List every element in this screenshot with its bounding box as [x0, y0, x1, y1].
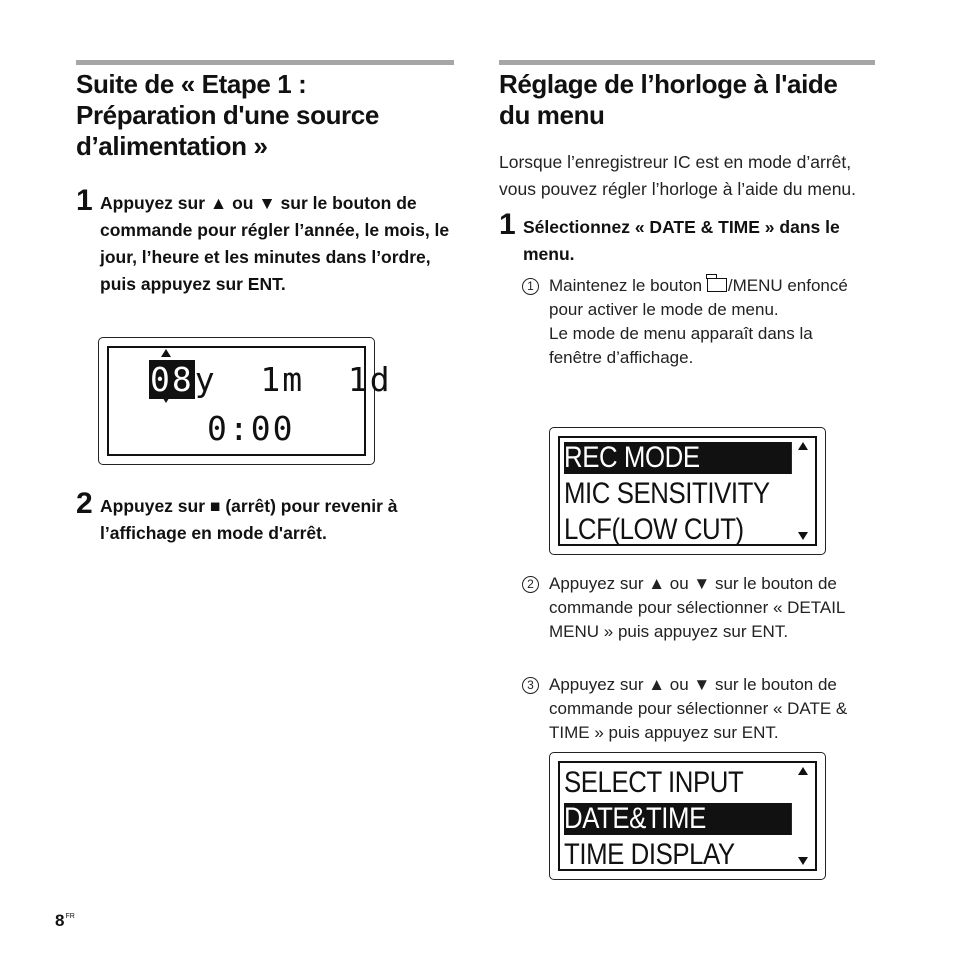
- substep-3: 3 Appuyez sur ▲ ou ▼ sur le bouton de commande pour sélectionner « DATE & TIME » puis appuyez sur ENT.: [499, 673, 875, 745]
- scroll-up-icon: [798, 442, 808, 450]
- left-column: [76, 60, 454, 298]
- left-step-2: [76, 487, 454, 547]
- up-arrow-icon: ▲: [209, 193, 228, 213]
- menu-display-1: [549, 427, 826, 555]
- clock-display: [98, 337, 392, 465]
- step-number: 2: [76, 487, 93, 520]
- time-readout: 0:00: [207, 409, 295, 448]
- intro-text: Lorsque l’enregistreur IC est en mode d’arrêt, vous pouvez régler l’horloge à l’aide du menu.: [499, 152, 857, 199]
- scroll-up-icon: [798, 767, 808, 775]
- year-field: 08: [150, 360, 194, 399]
- section-rule: [76, 60, 454, 65]
- circled-number: 1: [522, 278, 539, 295]
- menu-display-2: [549, 752, 826, 880]
- stop-icon: ■: [209, 496, 221, 516]
- menu-item: SELECT INPUT: [564, 766, 744, 799]
- menu-item: LCF(LOW CUT): [564, 513, 744, 546]
- left-step-1: [76, 184, 454, 298]
- page-number: $8^{FR}$: [55, 911, 75, 930]
- section-title-right: Réglage de l’horloge à l'aide du menu: [499, 69, 838, 130]
- section-title-left: Suite de « Etape 1 : Préparation d'une source d’alimentation »: [76, 69, 379, 161]
- circled-number: 2: [522, 576, 539, 593]
- date-readout: 08y 1m 1d: [150, 360, 392, 399]
- folder-icon: [707, 278, 727, 292]
- menu-item: MIC SENSITIVITY: [564, 477, 770, 510]
- up-arrow-icon: [161, 349, 171, 357]
- substep-2: 2 Appuyez sur ▲ ou ▼ sur le bouton de commande pour sélectionner « DETAIL MENU » puis appuyez sur ENT.: [499, 572, 875, 644]
- step-instruction: Appuyez sur ▲ ou ▼ sur le bouton de commande pour régler l’année, le mois, le jour, l’heure et les minutes dans l’ordre, puis appuyez sur ENT.: [100, 193, 450, 294]
- step-number: 1: [76, 184, 93, 217]
- step-instruction: Sélectionnez « DATE & TIME » dans le menu.: [523, 217, 840, 264]
- menu-item: TIME DISPLAY: [564, 838, 735, 871]
- scroll-down-icon: [798, 532, 808, 540]
- menu-item-highlighted: DATE&TIME: [564, 803, 792, 835]
- scroll-down-icon: [798, 857, 808, 865]
- right-column: [499, 60, 875, 370]
- right-step-1: [499, 208, 875, 268]
- substep-note: Le mode de menu apparaît dans la fenêtre d’affichage.: [549, 324, 813, 367]
- step-number: 1: [499, 208, 516, 241]
- substep-1: 1 Maintenez le bouton /MENU enfoncé pour activer le mode de menu. Le mode de menu apparaît dans la fenêtre d’affichage.: [499, 274, 849, 370]
- step-instruction: Appuyez sur ■ (arrêt) pour revenir à l’affichage en mode d'arrêt.: [100, 496, 398, 543]
- language-code: FR: [65, 913, 75, 920]
- down-arrow-icon: ▼: [258, 193, 276, 213]
- down-arrow-icon: [161, 395, 171, 403]
- section-rule: [499, 60, 875, 65]
- circled-number: 3: [522, 677, 539, 694]
- menu-item-highlighted: REC MODE: [564, 442, 792, 474]
